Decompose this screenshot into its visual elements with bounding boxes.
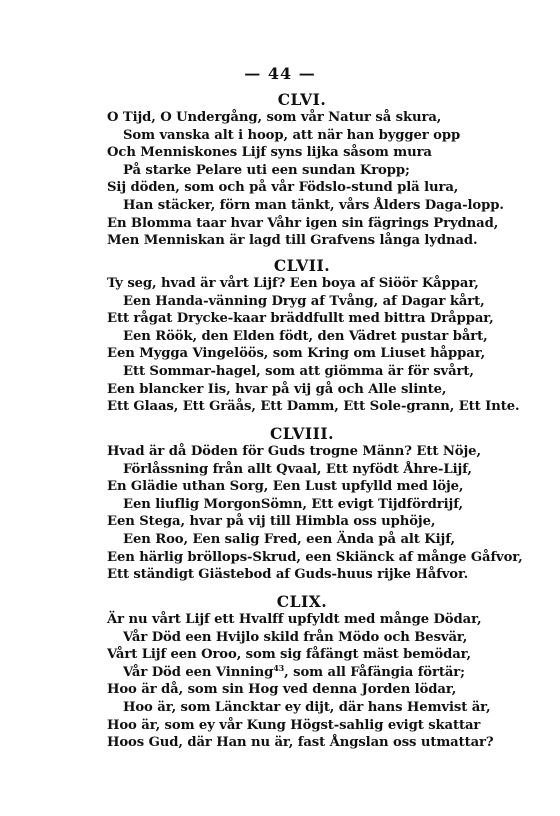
verse-line: Ty seg, hvad är vårt Lijf? Een boya af Siöör Kåppar, [107, 276, 479, 291]
verse-line: Vårt Lijf een Oroo, som sig fåfängt mäst bemödar, [107, 647, 472, 663]
verse-line: Vår Död een Hvijlo skild från Mödo och Besvär, [123, 629, 468, 645]
verse-line: Ett Glaas, Ett Gräås, Ett Damm, Ett Sole-grann, Ett Inte. [107, 399, 520, 415]
poem-clix [107, 592, 497, 752]
verse-line: Förlåssning från allt Qvaal, Ett nyfödt Åhre-Lijf, [123, 461, 472, 477]
verse-line: Een Mygga Vingelöös, som Kring om Liuset håppar, [107, 346, 486, 362]
footnote-marker: 43 [273, 662, 285, 673]
verse-line: Han stäcker, förn man tänkt, vårs Ålders Daga-lopp. [123, 197, 504, 213]
verse-line: Är nu vårt Lijf ett Hvalff upfyldt med månge Dödar, [107, 612, 482, 627]
verse-line: Een liuflig MorgonSömn, Ett evigt Tijdfördrijf, [123, 496, 463, 512]
verse-line: Hoos Gud, där Han nu är, fast Ångslan oss utmattar? [107, 735, 494, 751]
verse-line: O Tijd, O Undergång, som vår Natur så skura, [107, 110, 442, 125]
verse-line: På starke Pelare uti een sundan Kropp; [123, 162, 410, 178]
verse-line: Ett rågat Drycke-kaar bräddfullt med bittra Dråppar, [107, 311, 494, 327]
verse-line: Ett Sommar-hagel, som att giömma är för svårt, [123, 363, 474, 379]
verse-line: Hoo är, som Läncktar ey dijt, där hans Hemvist är, [123, 699, 491, 715]
verse-line: Een blancker Iis, hvar på vij gå och Alle slinte, [107, 381, 447, 397]
verse-line: Een Stega, hvar på vij till Himbla oss uphöje, [107, 514, 436, 530]
verse-line: Men Menniskan är lagd till Grafvens långa lydnad. [107, 233, 478, 249]
verse-line: Een härlig bröllops-Skrud, een Skiänck af månge Gåfvor, [107, 549, 523, 565]
verse-line: Hoo är då, som sin Hog ved denna Jorden lödar, [107, 682, 457, 698]
verse-line: En Blomma taar hvar Våhr igen sin fägrings Prydnad, [107, 215, 499, 231]
poem-title: CLVI. [277, 90, 327, 109]
verse-line: Een Roo, Een salig Fred, een Ända på alt Kijf, [123, 531, 455, 547]
poem-title: CLVIII. [269, 424, 335, 443]
verse-line: Een Röök, den Elden födt, den Vädret pustar bårt, [123, 328, 488, 344]
verse-line: Och Menniskones Lijf syns lijka såsom mura [107, 145, 432, 161]
verse-line-start: Vår Död een Vinning [123, 664, 274, 680]
verse-line: Som vanska alt i hoop, att när han bygger opp [123, 127, 461, 143]
poem-title: CLIX. [276, 592, 328, 611]
verse-line: Ett ständigt Giästebod af Guds-huus rijke Håfvor. [107, 567, 469, 583]
poem-clvi [107, 90, 504, 250]
verse-line: Hoo är, som ey vår Kung Högst-sahlig evigt skattar [107, 717, 481, 733]
poem-clviii [107, 424, 523, 584]
page-number: — 44 — [244, 64, 316, 83]
poem-title: CLVII. [273, 256, 331, 275]
verse-line: En Glädie uthan Sorg, Een Lust upfylld med löje, [107, 479, 464, 495]
verse-line: Een Handa-vänning Dryg af Tvång, af Dagar kårt, [123, 293, 485, 309]
verse-line: Sij döden, som och på vår Födslo-stund plä lura, [107, 180, 459, 196]
verse-line-end: , som all Fåfängia förtär; [284, 664, 465, 680]
verse-line: Hvad är då Döden för Guds trogne Männ? Ett Nöje, [107, 444, 481, 459]
verse-line [107, 664, 497, 682]
poem-clvii [107, 256, 520, 416]
